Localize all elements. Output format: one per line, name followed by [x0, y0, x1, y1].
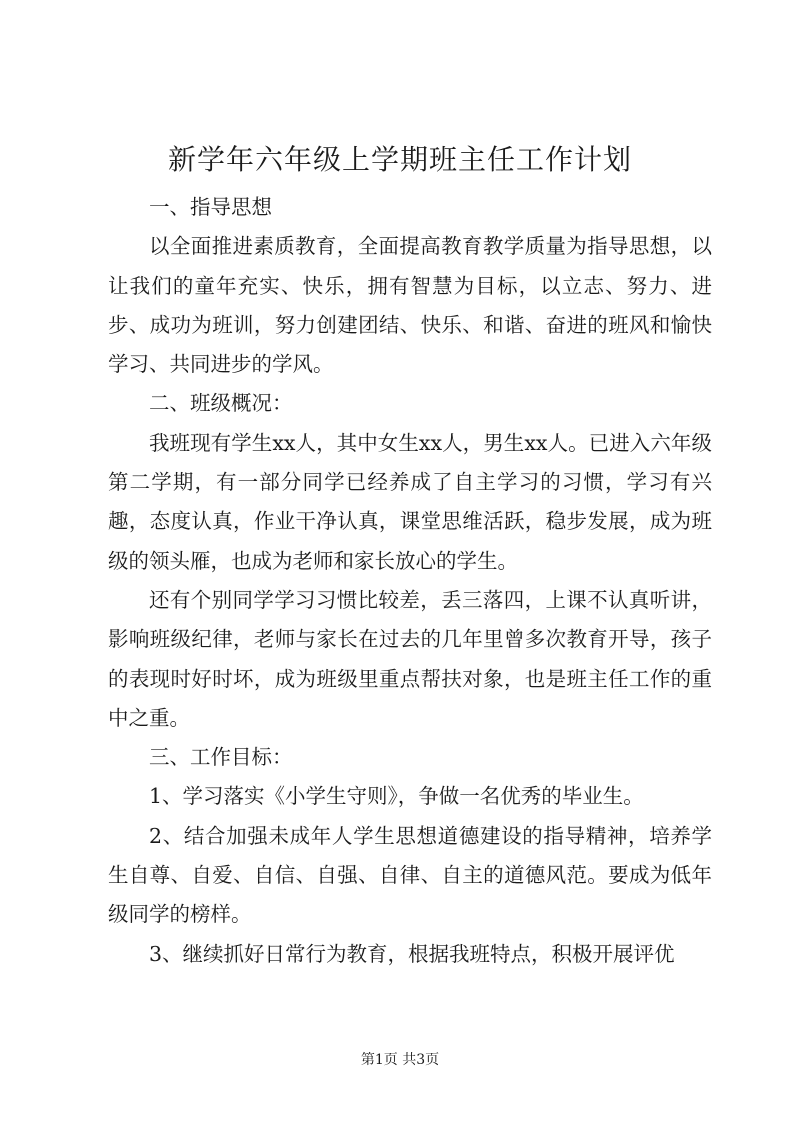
section-heading: 二、班级概况：: [149, 391, 293, 416]
list-item: 3、继续抓好日常行为教育，根据我班特点，积极开展评优: [149, 941, 675, 966]
section-heading: 三、工作目标：: [149, 745, 293, 770]
paragraph: 以全面推进素质教育，全面提高教育教学质量为指导思想，以让我们的童年充实、快乐，拥有智慧为目标，以立志、努力、进步、成功为班训，努力创建团结、快乐、和谐、奋进的班风和愉快学习、共同进步的学风。: [108, 234, 712, 377]
list-item: 2、结合加强未成年人学生思想道德建设的指导精神，培养学生自尊、自爱、自信、自强、自律、自主的道德风范。要成为低年级同学的榜样。: [108, 823, 712, 927]
list-item: 1、学习落实《小学生守则》，争做一名优秀的毕业生。: [149, 784, 644, 809]
section-heading: 一、指导思想: [149, 195, 272, 219]
paragraph: 还有个别同学学习习惯比较差，丢三落四，上课不认真听讲，影响班级纪律，老师与家长在过去的几年里曾多次教育开导，孩子的表现时好时坏，成为班级里重点帮扶对象，也是班主任工作的重中之重。: [108, 587, 712, 730]
document-body: [108, 188, 712, 974]
document-title: 新学年六年级上学期班主任工作计划: [167, 143, 632, 176]
paragraph: 我班现有学生xx人，其中女生xx人，男生xx人。已进入六年级第二学期，有一部分同学已经养成了自主学习的习惯，学习有兴趣，态度认真，作业干净认真，课堂思维活跃，稳步发展，成为班级的领头雁，也成为老师和家长放心的学生。: [108, 430, 712, 573]
page-footer: 第1页 共3页: [360, 1052, 440, 1068]
